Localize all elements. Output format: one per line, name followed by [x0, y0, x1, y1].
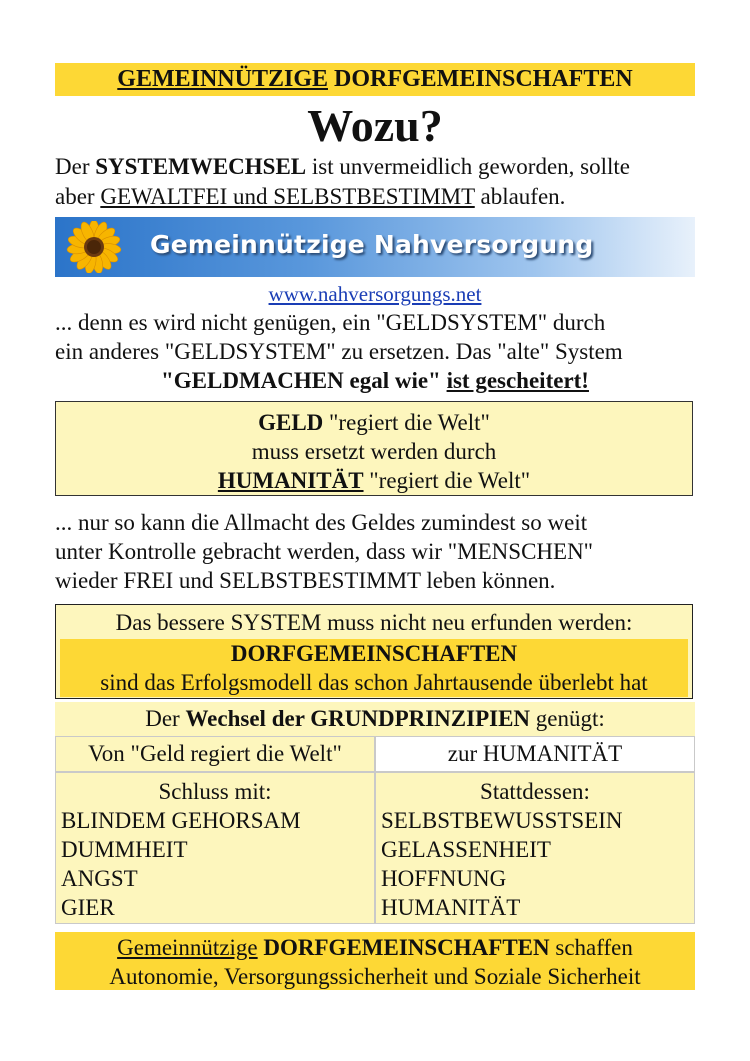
sunflower-icon [64, 221, 124, 273]
logo-text: Gemeinnützige Nahversorgung [150, 230, 594, 259]
intro-underline: GEWALTFEI und SELBSTBESTIMMT [100, 184, 475, 209]
paragraph-allmacht [55, 508, 705, 595]
right-list-title: Stattdessen: [480, 779, 590, 804]
para2-line3: wieder FREI und SELBSTBESTIMMT leben können. [55, 568, 556, 593]
list-item: SELBSTBEWUSSTSEIN [381, 808, 623, 833]
box1-line3 [56, 466, 692, 495]
table-head-right: zur HUMANITÄT [375, 736, 695, 772]
box1-text1: "regiert die Welt" [323, 410, 490, 435]
box2-line3: sind das Erfolgsmodell das schon Jahrtausende überlebt hat [100, 670, 648, 695]
para1-line1: ... denn es wird nicht genügen, ein "GELDSYSTEM" durch [55, 310, 606, 335]
principles-bold: Wechsel der GRUNDPRINZIPIEN [185, 706, 531, 731]
box-dorfgemeinschaften [55, 604, 693, 699]
bottom-banner [55, 932, 695, 990]
box1-text2: "regiert die Welt" [363, 468, 531, 493]
para1-line2: ein anderes "GELDSYSTEM" zu ersetzen. Das "alte" System [55, 339, 623, 364]
box2-bold: DORFGEMEINSCHAFTEN [230, 641, 518, 666]
box1-bold-geld: GELD [258, 410, 324, 435]
box2-line1: Das bessere SYSTEM muss nicht neu erfunden werden: [115, 610, 633, 635]
intro-text-4: ablaufen. [474, 184, 566, 209]
box1-line2: muss ersetzt werden durch [251, 439, 497, 464]
principles-text1: Der [145, 706, 186, 731]
banner-word-dorfgemeinschaften: DORFGEMEINSCHAFTEN [334, 66, 633, 92]
footer-text1: schaffen [549, 935, 633, 960]
intro-paragraph [55, 152, 705, 212]
para1-bold-underline: ist gescheitert! [446, 368, 589, 393]
table-head-left: Von "Geld regiert die Welt" [55, 736, 375, 772]
page-title: Wozu? [307, 100, 443, 151]
table-col-left [55, 772, 375, 924]
box2-highlight [60, 639, 688, 697]
left-list-title: Schluss mit: [158, 779, 272, 804]
intro-text-2: ist unvermeidlich geworden, sollte [306, 154, 630, 179]
top-banner [55, 63, 695, 96]
list-item: GIER [61, 895, 115, 920]
list-item: GELASSENHEIT [381, 837, 551, 862]
principles-text2: genügt: [530, 706, 605, 731]
list-item: ANGST [61, 866, 138, 891]
para1-line3 [55, 366, 695, 395]
footer-underline: Gemeinnützige [117, 935, 258, 960]
list-item: HUMANITÄT [381, 895, 521, 920]
list-item: DUMMHEIT [61, 837, 188, 862]
website-link[interactable]: www.nahversorgungs.net [268, 282, 482, 306]
principles-table [55, 736, 695, 924]
list-item: HOFFNUNG [381, 866, 507, 891]
intro-text-3: aber [55, 184, 101, 209]
intro-text-1: Der [55, 154, 96, 179]
footer-line2: Autonomie, Versorgungssicherheit und Soziale Sicherheit [109, 964, 641, 989]
footer-bold: DORFGEMEINSCHAFTEN [263, 935, 550, 960]
box1-bold-humanitaet: HUMANITÄT [217, 468, 364, 493]
list-item: BLINDEM GEHORSAM [61, 808, 301, 833]
box1-line1 [56, 408, 692, 437]
footer-line1 [55, 933, 695, 962]
table-col-right [375, 772, 695, 924]
para2-line1: ... nur so kann die Allmacht des Geldes zumindest so weit [55, 510, 588, 535]
paragraph-geldsystem [55, 308, 705, 395]
box-geld-humanitaet [55, 401, 693, 496]
intro-bold-systemwechsel: SYSTEMWECHSEL [95, 154, 307, 179]
para2-line2: unter Kontrolle gebracht werden, dass wir "MENSCHEN" [55, 539, 594, 564]
para1-bold: "GELDMACHEN egal wie" [161, 368, 441, 393]
principles-header [55, 702, 695, 736]
banner-word-gemeinnuetzige: GEMEINNÜTZIGE [117, 66, 328, 92]
